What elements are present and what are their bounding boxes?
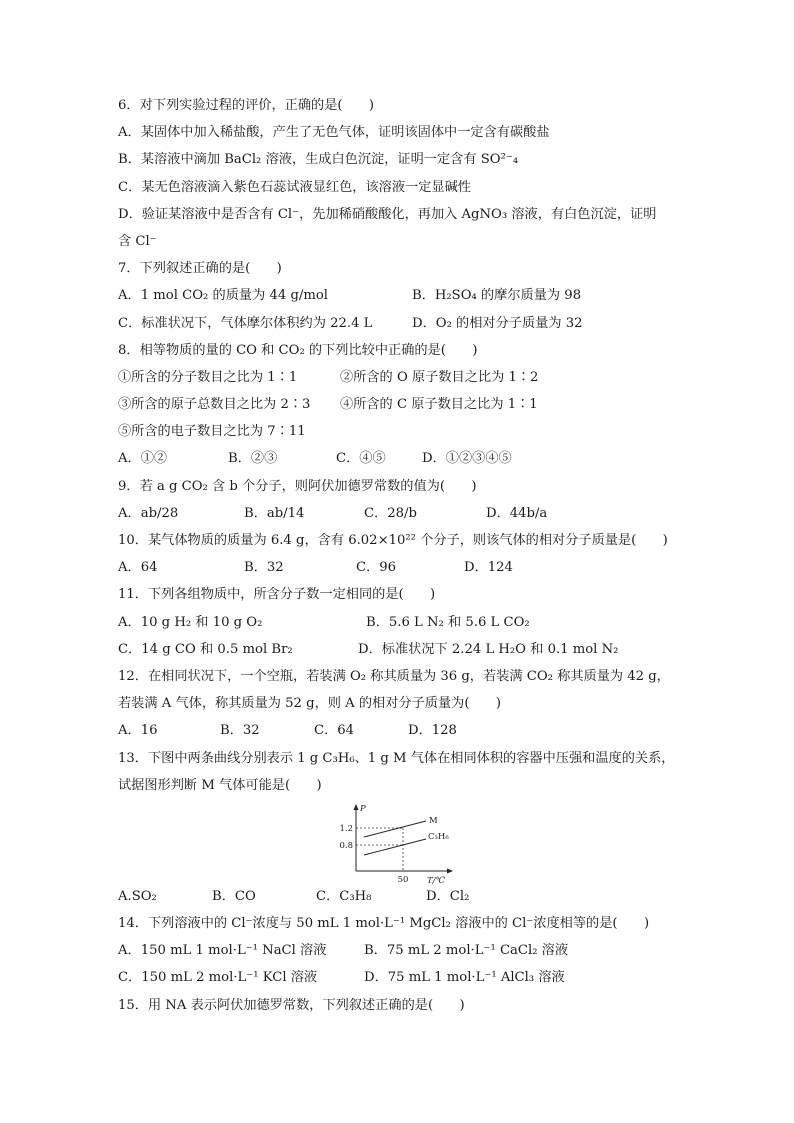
option-item: C．14 g CO 和 0.5 mol Br₂ <box>118 641 293 657</box>
curve-c3h6 <box>364 839 426 855</box>
option-item: C．④⑤ <box>336 451 386 467</box>
question-line: ⑤所含的电子数目之比为 7∶11 <box>118 424 306 440</box>
question-stem: 13．下图中两条曲线分别表示 1 g C₃H₆、1 g M 气体在相同体积的容器中压强和温度的关系， <box>118 750 675 766</box>
options-row <box>118 883 688 910</box>
question-14 <box>118 910 688 992</box>
question-11 <box>118 581 688 663</box>
option-item: A．①② <box>118 451 168 467</box>
options-row <box>118 500 688 527</box>
options-row <box>118 964 688 991</box>
question-line: D．验证某溶液中是否含有 Cl⁻，先加稀硝酸酸化，再加入 AgNO₃ 溶液，有白色沉淀，证明 <box>118 206 657 222</box>
question-line: 若装满 A 气体，称其质量为 52 g，则 A 的相对分子质量为( ) <box>118 696 502 712</box>
options-row <box>118 445 688 472</box>
exam-document <box>118 92 688 1019</box>
option-item: D．128 <box>408 723 457 739</box>
question-stem: 9．若 a g CO₂ 含 b 个分子，则阿伏加德罗常数的值为( ) <box>118 478 477 494</box>
option-item: ①所含的分子数目之比为 1∶1 <box>118 369 298 385</box>
y-axis-arrow <box>354 804 359 810</box>
options-row <box>118 609 688 636</box>
option-item: C．150 mL 2 mol·L⁻¹ KCl 溶液 <box>118 970 318 986</box>
options-row <box>118 636 688 663</box>
x-tick-50: 50 <box>397 874 409 885</box>
question-9 <box>118 473 688 527</box>
option-item: A．ab/28 <box>118 505 179 521</box>
y-tick-0-8: 0.8 <box>339 840 353 851</box>
question-6 <box>118 92 688 255</box>
option-item: D．①②③④⑤ <box>422 451 512 467</box>
option-item: A．64 <box>118 560 158 576</box>
question-line: B．某溶液中滴加 BaCl₂ 溶液，生成白色沉淀，证明一定含有 SO²⁻₄ <box>118 152 519 168</box>
curve-m <box>364 821 426 837</box>
option-item: B．②③ <box>228 451 278 467</box>
question-line: 含 Cl⁻ <box>118 233 157 249</box>
y-axis-label: P <box>360 803 366 814</box>
option-item: C．28/b <box>364 505 417 521</box>
question-10 <box>118 527 688 581</box>
option-item: B．32 <box>244 560 284 576</box>
question-stem: 10．某气体物质的质量为 6.4 g，含有 6.02×10²² 个分子，则该气体的相对分子质量是( ) <box>118 533 668 548</box>
question-stem: 14．下列溶液中的 Cl⁻浓度与 50 mL 1 mol·L⁻¹ MgCl₂ 溶液中的 Cl⁻浓度相等的是( ) <box>118 916 650 932</box>
options-row <box>118 282 688 309</box>
option-item: D．Cl₂ <box>426 888 470 904</box>
options-row <box>118 391 688 418</box>
option-item: C．标准状况下，气体摩尔体积约为 22.4 L <box>118 315 373 331</box>
options-row <box>118 364 688 391</box>
option-item: D．124 <box>464 560 513 576</box>
option-item: D．44b/a <box>486 505 548 521</box>
question-8 <box>118 337 688 473</box>
option-item: ④所含的 C 原子数目之比为 1∶1 <box>340 397 538 413</box>
option-item: A．1 mol CO₂ 的质量为 44 g/mol <box>118 288 328 304</box>
option-item: A．150 mL 1 mol·L⁻¹ NaCl 溶液 <box>118 943 327 959</box>
x-axis-label: T/℃ <box>427 875 446 885</box>
option-item: A．16 <box>118 723 158 739</box>
pressure-temperature-figure <box>118 799 688 883</box>
curve-m-label: M <box>429 815 438 826</box>
question-stem: 15．用 NA 表示阿伏加德罗常数，下列叙述正确的是( ) <box>118 997 465 1013</box>
x-axis-arrow <box>447 868 453 873</box>
options-row <box>118 554 688 581</box>
question-stem: 11．下列各组物质中，所含分子数一定相同的是( ) <box>118 587 436 603</box>
curve-c3h6-label: C₃H₆ <box>428 831 449 842</box>
options-row <box>118 717 688 744</box>
option-item: ③所含的原子总数目之比为 2∶3 <box>118 397 311 413</box>
question-line: 试据图形判断 M 气体可能是( ) <box>118 777 322 793</box>
option-item: C．64 <box>314 723 355 739</box>
option-item: B．5.6 L N₂ 和 5.6 L CO₂ <box>366 614 530 630</box>
option-item: B．H₂SO₄ 的摩尔质量为 98 <box>412 288 582 304</box>
option-item: A．10 g H₂ 和 10 g O₂ <box>118 614 263 630</box>
option-item: B．ab/14 <box>244 505 305 521</box>
option-item: B．32 <box>220 723 260 739</box>
option-item: D．标准状况下 2.24 L H₂O 和 0.1 mol N₂ <box>358 641 619 657</box>
option-item: A.SO₂ <box>118 888 157 904</box>
pt-graph <box>326 801 466 885</box>
question-stem: 12．在相同状况下，一个空瓶，若装满 O₂ 称其质量为 36 g，若装满 CO₂ 称其质量为 42 g， <box>118 668 670 684</box>
option-item: ②所含的 O 原子数目之比为 1∶2 <box>340 369 539 385</box>
question-stem: 8．相等物质的量的 CO 和 CO₂ 的下列比较中正确的是( ) <box>118 342 478 358</box>
y-tick-1-2: 1.2 <box>339 823 353 834</box>
option-item: B．CO <box>212 888 256 904</box>
options-row <box>118 937 688 964</box>
question-stem: 7．下列叙述正确的是( ) <box>118 261 282 277</box>
question-line: C．某无色溶液滴入紫色石蕊试液显红色，该溶液一定显碱性 <box>118 179 471 195</box>
option-item: C．C₃H₈ <box>316 888 372 904</box>
question-15 <box>118 992 688 1019</box>
option-item: B．75 mL 2 mol·L⁻¹ CaCl₂ 溶液 <box>364 943 569 959</box>
question-7 <box>118 255 688 337</box>
options-row <box>118 310 688 337</box>
question-stem: 6．对下列实验过程的评价，正确的是( ) <box>118 98 375 113</box>
question-13 <box>118 745 688 911</box>
option-item: D．O₂ 的相对分子质量为 32 <box>412 315 583 331</box>
question-line: A．某固体中加入稀盐酸，产生了无色气体，证明该固体中一定含有碳酸盐 <box>118 125 550 141</box>
option-item: C．96 <box>356 560 397 576</box>
question-12 <box>118 663 688 745</box>
option-item: D．75 mL 1 mol·L⁻¹ AlCl₃ 溶液 <box>364 970 565 986</box>
